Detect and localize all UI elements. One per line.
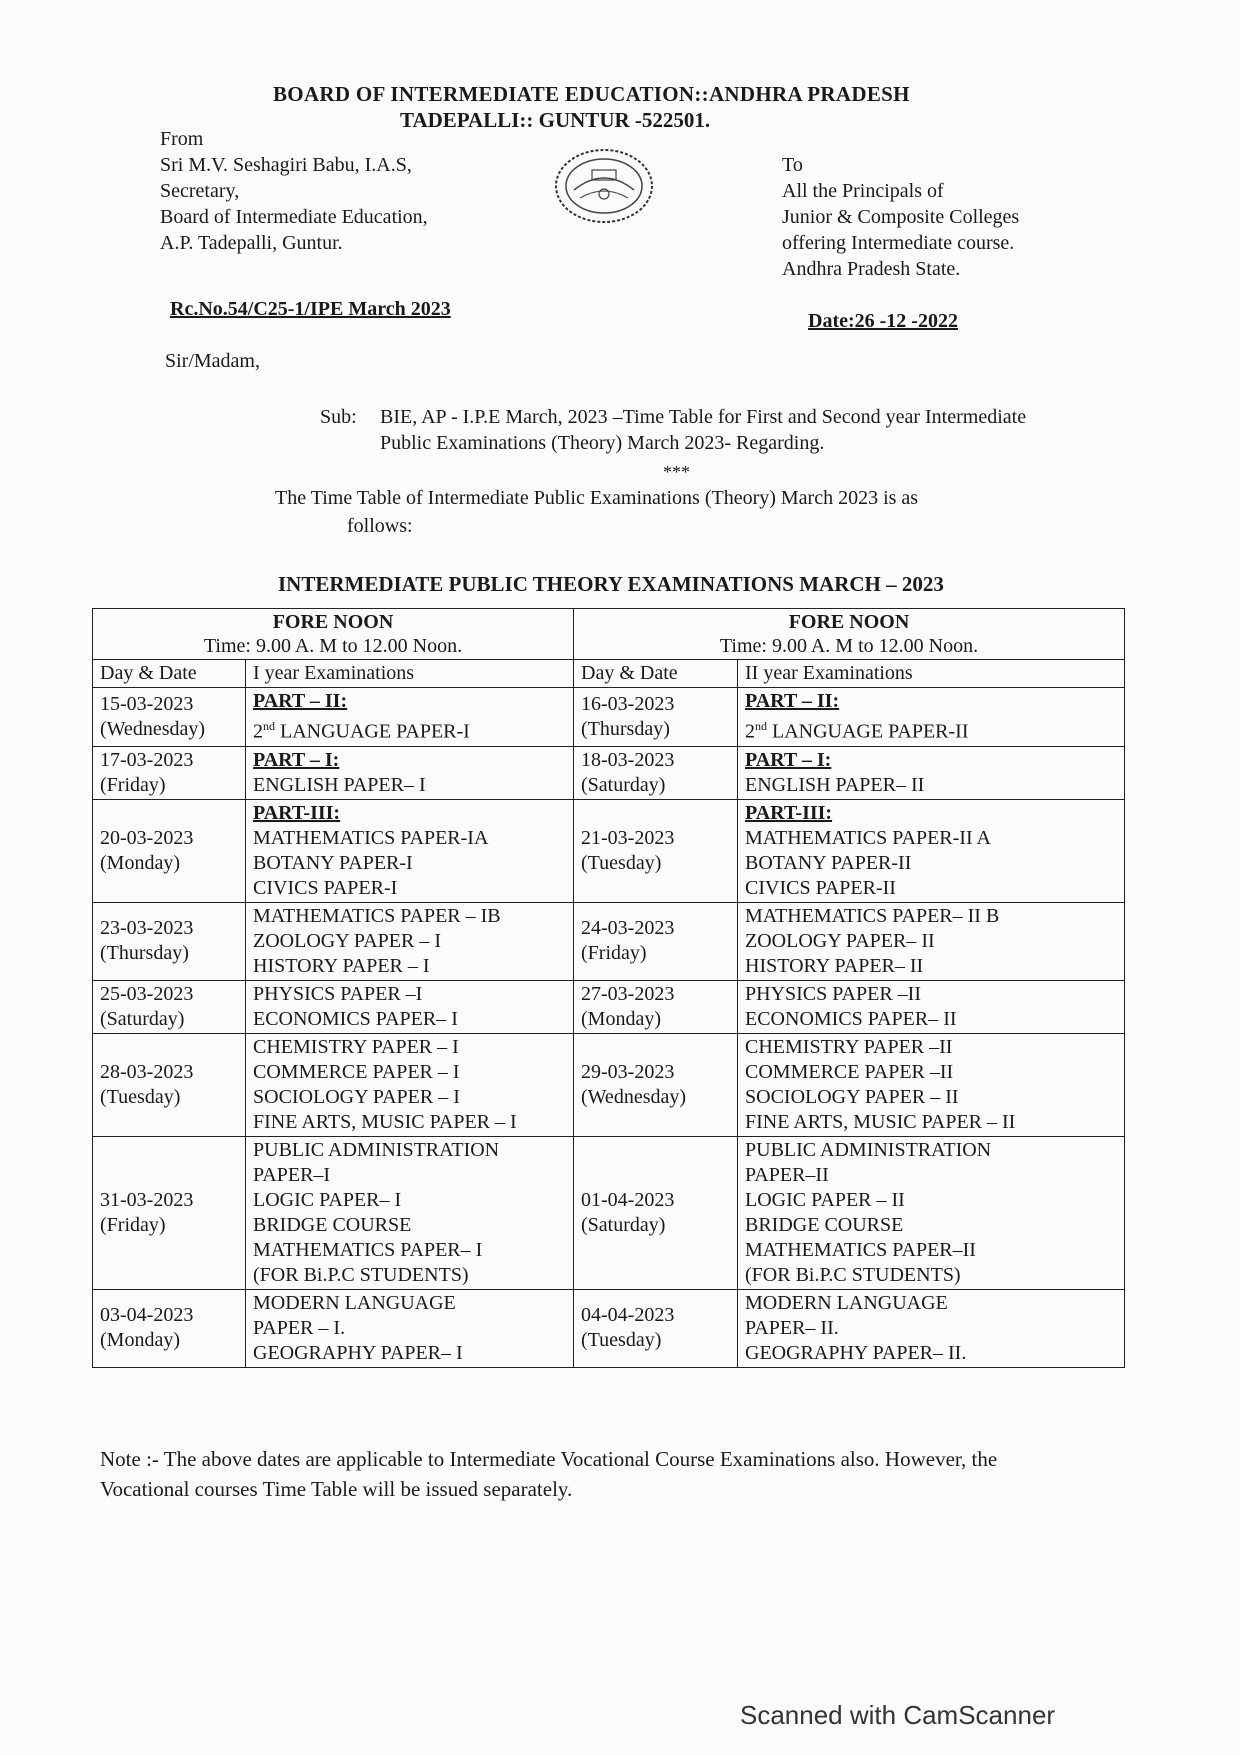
part-label: PART – I: <box>745 748 832 771</box>
session-name: FORE NOON <box>788 611 910 633</box>
exam-weekday: (Thursday) <box>100 942 189 965</box>
day-date-cell <box>574 746 738 799</box>
exam-paper: (FOR Bi.P.C STUDENTS) <box>745 1263 961 1286</box>
exam-weekday: (Saturday) <box>581 1213 666 1236</box>
day-date-cell <box>93 799 246 902</box>
day-date-cell <box>574 1033 738 1136</box>
to-label: To <box>782 154 803 176</box>
day-date-cell <box>93 980 246 1033</box>
timetable-row <box>93 1033 1125 1136</box>
board-address: TADEPALLI:: GUNTUR -522501. <box>400 108 711 132</box>
exam-paper: COMMERCE PAPER –II <box>745 1060 954 1083</box>
exam-weekday: (Wednesday) <box>100 717 206 740</box>
second-year-exams-cell <box>738 1033 1125 1136</box>
to-line: Junior & Composite Colleges <box>782 206 1020 228</box>
exam-weekday: (Tuesday) <box>581 1329 662 1352</box>
exam-paper: 2nd LANGUAGE PAPER-I <box>253 719 470 743</box>
exam-paper: PHYSICS PAPER –I <box>253 982 423 1005</box>
part-label: PART – I: <box>253 748 340 771</box>
second-year-exams-cell <box>738 902 1125 980</box>
exam-paper: PAPER– II. <box>745 1316 839 1339</box>
from-line: A.P. Tadepalli, Guntur. <box>160 232 343 254</box>
intro-line: follows: <box>347 515 413 537</box>
exam-weekday: (Thursday) <box>581 717 670 740</box>
header-day-date: Day & Date <box>574 660 738 688</box>
from-label: From <box>160 128 204 150</box>
header-second-year: II year Examinations <box>738 660 1125 688</box>
exam-paper: BOTANY PAPER-I <box>253 851 413 874</box>
exam-paper: GEOGRAPHY PAPER– II. <box>745 1341 967 1364</box>
from-block <box>160 126 428 256</box>
exam-weekday: (Saturday) <box>581 773 666 796</box>
day-date-cell <box>93 902 246 980</box>
timetable-row <box>93 980 1125 1033</box>
salutation: Sir/Madam, <box>165 350 260 372</box>
exam-weekday: (Monday) <box>581 1007 661 1030</box>
exam-date: 20-03-2023 <box>100 826 194 849</box>
exam-paper: PUBLIC ADMINISTRATION <box>745 1138 992 1161</box>
exam-paper: PAPER – I. <box>253 1316 346 1339</box>
exam-paper: PAPER–I <box>253 1163 331 1186</box>
to-line: All the Principals of <box>782 180 944 202</box>
column-header-row <box>93 660 1125 688</box>
letter-date: Date:26 -12 -2022 <box>808 310 958 332</box>
exam-paper: GEOGRAPHY PAPER– I <box>253 1341 463 1364</box>
session-right <box>574 609 1125 660</box>
exam-paper: ECONOMICS PAPER– I <box>253 1007 458 1030</box>
exam-date: 01-04-2023 <box>581 1188 675 1211</box>
exam-date: 25-03-2023 <box>100 982 194 1005</box>
exam-paper: MATHEMATICS PAPER– II B <box>745 904 1000 927</box>
exam-paper: ENGLISH PAPER– I <box>253 773 426 796</box>
exam-date: 15-03-2023 <box>100 692 194 715</box>
day-date-cell <box>93 1033 246 1136</box>
exam-paper: ZOOLOGY PAPER– II <box>745 929 935 952</box>
subject-text: BIE, AP - I.P.E March, 2023 –Time Table for First and Second year Intermediate Public Examinations (Theory) March 2023- Regarding. <box>380 406 1027 454</box>
exam-paper: CIVICS PAPER-I <box>253 876 398 899</box>
session-time: Time: 9.00 A. M to 12.00 Noon. <box>203 635 463 657</box>
exam-date: 29-03-2023 <box>581 1060 675 1083</box>
day-date-cell <box>93 688 246 747</box>
day-date-cell <box>574 902 738 980</box>
session-name: FORE NOON <box>272 611 394 633</box>
day-date-cell <box>93 1136 246 1289</box>
exam-weekday: (Monday) <box>100 1329 180 1352</box>
day-date-cell <box>93 1289 246 1367</box>
exam-date: 31-03-2023 <box>100 1188 194 1211</box>
intro-line: The Time Table of Intermediate Public Examinations (Theory) March 2023 is as <box>275 487 919 509</box>
exam-paper: COMMERCE PAPER – I <box>253 1060 460 1083</box>
exam-paper: CHEMISTRY PAPER – I <box>253 1035 459 1058</box>
session-time: Time: 9.00 A. M to 12.00 Noon. <box>719 635 979 657</box>
first-year-exams-cell <box>246 688 574 747</box>
exam-weekday: (Friday) <box>100 773 166 796</box>
exam-paper: 2nd LANGUAGE PAPER-II <box>745 719 969 743</box>
reference-number: Rc.No.54/C25-1/IPE March 2023 <box>170 298 451 320</box>
second-year-exams-cell <box>738 746 1125 799</box>
part-label: PART-III: <box>253 801 341 824</box>
day-date-cell <box>574 688 738 747</box>
exam-paper: HISTORY PAPER – I <box>253 954 430 977</box>
exam-paper: LOGIC PAPER – II <box>745 1188 905 1211</box>
exam-paper: BRIDGE COURSE <box>253 1213 412 1236</box>
exam-paper: CIVICS PAPER-II <box>745 876 896 899</box>
exam-paper: SOCIOLOGY PAPER – I <box>253 1085 460 1108</box>
scanner-watermark: Scanned with CamScanner <box>740 1700 1056 1730</box>
exam-paper: ECONOMICS PAPER– II <box>745 1007 957 1030</box>
timetable-row <box>93 688 1125 747</box>
day-date-cell <box>574 980 738 1033</box>
exam-paper: MATHEMATICS PAPER – IB <box>253 904 501 927</box>
exam-weekday: (Tuesday) <box>100 1085 181 1108</box>
exam-paper: MATHEMATICS PAPER-II A <box>745 826 991 849</box>
subject-block <box>320 404 1080 456</box>
exam-paper: FINE ARTS, MUSIC PAPER – II <box>745 1110 1016 1133</box>
exam-weekday: (Monday) <box>100 851 180 874</box>
exam-weekday: (Friday) <box>100 1213 166 1236</box>
exam-paper: FINE ARTS, MUSIC PAPER – I <box>253 1110 517 1133</box>
timetable-row <box>93 799 1125 902</box>
day-date-cell <box>93 746 246 799</box>
exam-date: 16-03-2023 <box>581 692 675 715</box>
first-year-exams-cell <box>246 1033 574 1136</box>
exam-paper: HISTORY PAPER– II <box>745 954 924 977</box>
exam-paper: PAPER–II <box>745 1163 829 1186</box>
from-line: Board of Intermediate Education, <box>160 206 428 228</box>
second-year-exams-cell <box>738 1136 1125 1289</box>
exam-paper: MATHEMATICS PAPER-IA <box>253 826 489 849</box>
first-year-exams-cell <box>246 980 574 1033</box>
exam-date: 28-03-2023 <box>100 1060 194 1083</box>
exam-paper: MODERN LANGUAGE <box>253 1291 456 1314</box>
day-date-cell <box>574 1289 738 1367</box>
from-line: Sri M.V. Seshagiri Babu, I.A.S, <box>160 154 412 176</box>
board-seal-emblem <box>552 146 656 226</box>
timetable-row <box>93 1136 1125 1289</box>
timetable-row <box>93 1289 1125 1367</box>
exam-date: 18-03-2023 <box>581 748 675 771</box>
to-block <box>782 152 1019 282</box>
exam-date: 04-04-2023 <box>581 1304 675 1327</box>
header-day-date: Day & Date <box>93 660 246 688</box>
first-year-exams-cell <box>246 902 574 980</box>
first-year-exams-cell <box>246 1289 574 1367</box>
exam-paper: LOGIC PAPER– I <box>253 1188 402 1211</box>
exam-date: 03-04-2023 <box>100 1304 194 1327</box>
part-label: PART-III: <box>745 801 833 824</box>
note: Note :- The above dates are applicable to Intermediate Vocational Course Examinations also. However, the Vocational courses Time Table will be issued separately. <box>100 1447 998 1501</box>
second-year-exams-cell <box>738 980 1125 1033</box>
first-year-exams-cell <box>246 1136 574 1289</box>
exam-date: 21-03-2023 <box>581 826 675 849</box>
exam-paper: PUBLIC ADMINISTRATION <box>253 1138 500 1161</box>
exam-paper: CHEMISTRY PAPER –II <box>745 1035 953 1058</box>
exam-paper: (FOR Bi.P.C STUDENTS) <box>253 1263 469 1286</box>
exam-paper: ENGLISH PAPER– II <box>745 773 925 796</box>
exam-weekday: (Tuesday) <box>581 851 662 874</box>
exam-paper: SOCIOLOGY PAPER – II <box>745 1085 959 1108</box>
session-left <box>93 609 574 660</box>
to-line: offering Intermediate course. <box>782 232 1015 254</box>
exam-paper: ZOOLOGY PAPER – I <box>253 929 441 952</box>
timetable-title: INTERMEDIATE PUBLIC THEORY EXAMINATIONS MARCH – 2023 <box>278 572 944 596</box>
exam-paper: BRIDGE COURSE <box>745 1213 904 1236</box>
second-year-exams-cell <box>738 799 1125 902</box>
session-header-row <box>93 609 1125 660</box>
intro-paragraph <box>275 484 1075 540</box>
timetable-row <box>93 746 1125 799</box>
exam-date: 24-03-2023 <box>581 917 675 940</box>
timetable <box>92 608 1125 1368</box>
exam-paper: MODERN LANGUAGE <box>745 1291 948 1314</box>
second-year-exams-cell <box>738 688 1125 747</box>
separator-stars: *** <box>663 462 690 482</box>
first-year-exams-cell <box>246 799 574 902</box>
second-year-exams-cell <box>738 1289 1125 1367</box>
board-title: BOARD OF INTERMEDIATE EDUCATION::ANDHRA PRADESH <box>273 82 910 106</box>
timetable-body <box>93 688 1125 1368</box>
from-line: Secretary, <box>160 180 240 202</box>
exam-paper: PHYSICS PAPER –II <box>745 982 921 1005</box>
day-date-cell <box>574 1136 738 1289</box>
day-date-cell <box>574 799 738 902</box>
exam-weekday: (Friday) <box>581 942 647 965</box>
first-year-exams-cell <box>246 746 574 799</box>
exam-paper: MATHEMATICS PAPER– I <box>253 1238 483 1261</box>
part-label: PART – II: <box>253 690 348 712</box>
header-first-year: I year Examinations <box>246 660 574 688</box>
subject-label: Sub: <box>320 406 357 428</box>
exam-paper: MATHEMATICS PAPER–II <box>745 1238 976 1261</box>
exam-date: 27-03-2023 <box>581 982 675 1005</box>
exam-date: 17-03-2023 <box>100 748 194 771</box>
exam-date: 23-03-2023 <box>100 917 194 940</box>
exam-weekday: (Saturday) <box>100 1007 185 1030</box>
timetable-row <box>93 902 1125 980</box>
exam-paper: BOTANY PAPER-II <box>745 851 912 874</box>
part-label: PART – II: <box>745 690 840 712</box>
to-line: Andhra Pradesh State. <box>782 258 961 280</box>
exam-weekday: (Wednesday) <box>581 1085 687 1108</box>
